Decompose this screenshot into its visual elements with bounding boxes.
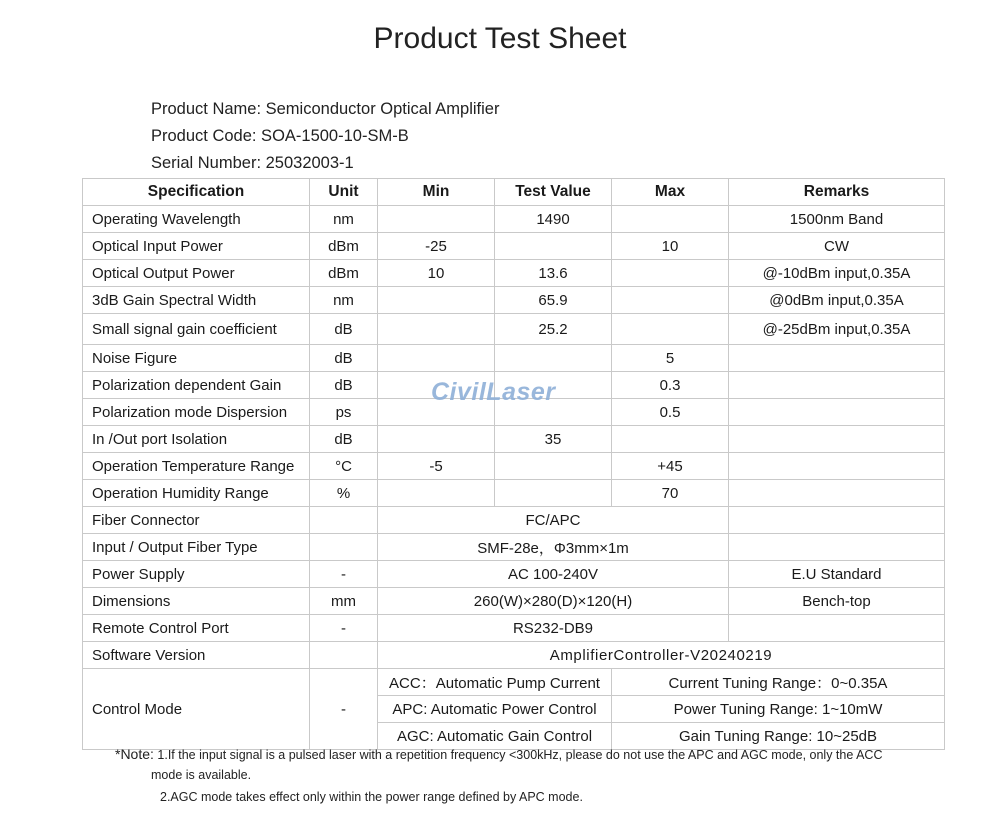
tuning-range-cell: Power Tuning Range: 1~10mW [612, 696, 945, 723]
test-value-cell: 35 [495, 426, 612, 453]
value-cell: RS232-DB9 [378, 615, 729, 642]
test-value-cell [495, 480, 612, 507]
control-mode-cell: AGC: Automatic Gain Control [378, 723, 612, 750]
header-specification: Specification [83, 179, 310, 206]
value-cell: AmplifierController-V20240219 [378, 642, 945, 669]
control-mode-cell: ACC：Automatic Pump Current [378, 669, 612, 696]
test-value-cell: 25.2 [495, 314, 612, 345]
test-sheet-table [82, 178, 945, 750]
value-cell: 260(W)×280(D)×120(H) [378, 588, 729, 615]
spec-cell: Control Mode [83, 669, 310, 750]
page-title: Product Test Sheet [373, 22, 627, 55]
unit-cell: - [310, 669, 378, 750]
test-value-cell: 13.6 [495, 260, 612, 287]
max-cell: 10 [612, 233, 729, 260]
spec-cell: 3dB Gain Spectral Width [83, 287, 310, 314]
remarks-cell: 1500nm Band [729, 206, 945, 233]
remarks-cell: Bench-top [729, 588, 945, 615]
max-cell [612, 287, 729, 314]
spec-cell: Fiber Connector [83, 507, 310, 534]
max-cell: +45 [612, 453, 729, 480]
unit-cell: - [310, 561, 378, 588]
spec-cell: Polarization dependent Gain [83, 372, 310, 399]
spec-cell: Input / Output Fiber Type [83, 534, 310, 561]
table-row [83, 453, 945, 480]
unit-cell [310, 507, 378, 534]
test-value-cell: 1490 [495, 206, 612, 233]
table-header-row [83, 179, 945, 206]
max-cell: 0.5 [612, 399, 729, 426]
remarks-cell: E.U Standard [729, 561, 945, 588]
header-remarks: Remarks [729, 179, 945, 206]
table-row [83, 260, 945, 287]
spec-cell: Operating Wavelength [83, 206, 310, 233]
product-code: Product Code: SOA-1500-10-SM-B [151, 127, 409, 145]
unit-cell: dBm [310, 260, 378, 287]
remarks-cell [729, 615, 945, 642]
spec-cell: Optical Input Power [83, 233, 310, 260]
table-row [83, 426, 945, 453]
max-cell [612, 260, 729, 287]
remarks-cell: @-10dBm input,0.35A [729, 260, 945, 287]
unit-cell: °C [310, 453, 378, 480]
spec-cell: Optical Output Power [83, 260, 310, 287]
table-row [83, 233, 945, 260]
product-name: Product Name: Semiconductor Optical Amplifier [151, 100, 500, 118]
unit-cell: dBm [310, 233, 378, 260]
table-row [83, 615, 945, 642]
watermark-logo: CivilLaser [431, 378, 556, 406]
note-line-1-continued: mode is available. [151, 768, 252, 782]
table-row [83, 480, 945, 507]
spec-cell: Power Supply [83, 561, 310, 588]
table-row [83, 345, 945, 372]
value-cell: SMF-28e，Φ3mm×1m [378, 534, 729, 561]
header-min: Min [378, 179, 495, 206]
header-unit: Unit [310, 179, 378, 206]
table-row [83, 588, 945, 615]
table-row [83, 206, 945, 233]
remarks-cell [729, 453, 945, 480]
unit-cell: nm [310, 206, 378, 233]
spec-cell: Remote Control Port [83, 615, 310, 642]
serial-number: Serial Number: 25032003-1 [151, 154, 354, 172]
unit-cell: dB [310, 372, 378, 399]
unit-cell: % [310, 480, 378, 507]
test-value-cell: 65.9 [495, 287, 612, 314]
test-value-cell [495, 233, 612, 260]
unit-cell: dB [310, 314, 378, 345]
max-cell [612, 314, 729, 345]
spec-cell: Small signal gain coefficient [83, 314, 310, 345]
table-row [83, 642, 945, 669]
max-cell: 0.3 [612, 372, 729, 399]
control-mode-cell: APC: Automatic Power Control [378, 696, 612, 723]
note-label: *Note: [115, 746, 154, 762]
test-value-cell [495, 453, 612, 480]
unit-cell: nm [310, 287, 378, 314]
table-row [83, 507, 945, 534]
max-cell: 70 [612, 480, 729, 507]
note-text-1: 1.If the input signal is a pulsed laser with a repetition frequency <300kHz, please do not use the APC and AGC mode, only the ACC [153, 748, 883, 762]
remarks-cell [729, 426, 945, 453]
min-cell: -5 [378, 453, 495, 480]
spec-cell: Polarization mode Dispersion [83, 399, 310, 426]
unit-cell [310, 642, 378, 669]
remarks-cell: @-25dBm input,0.35A [729, 314, 945, 345]
min-cell [378, 426, 495, 453]
test-value-cell [495, 345, 612, 372]
value-cell: AC 100-240V [378, 561, 729, 588]
max-cell [612, 206, 729, 233]
tuning-range-cell: Gain Tuning Range: 10~25dB [612, 723, 945, 750]
remarks-cell: @0dBm input,0.35A [729, 287, 945, 314]
spec-cell: Software Version [83, 642, 310, 669]
max-cell: 5 [612, 345, 729, 372]
unit-cell [310, 534, 378, 561]
table-row [83, 287, 945, 314]
spec-cell: Noise Figure [83, 345, 310, 372]
min-cell [378, 287, 495, 314]
table-row [83, 561, 945, 588]
remarks-cell: CW [729, 233, 945, 260]
unit-cell: ps [310, 399, 378, 426]
min-cell: 10 [378, 260, 495, 287]
unit-cell: - [310, 615, 378, 642]
tuning-range-cell: Current Tuning Range：0~0.35A [612, 669, 945, 696]
spec-cell: In /Out port Isolation [83, 426, 310, 453]
min-cell [378, 480, 495, 507]
remarks-cell [729, 507, 945, 534]
header-test-value: Test Value [495, 179, 612, 206]
header-max: Max [612, 179, 729, 206]
note-line-2: 2.AGC mode takes effect only within the power range defined by APC mode. [160, 790, 583, 804]
spec-cell: Dimensions [83, 588, 310, 615]
remarks-cell [729, 399, 945, 426]
remarks-cell [729, 345, 945, 372]
min-cell [378, 345, 495, 372]
unit-cell: dB [310, 345, 378, 372]
spec-cell: Operation Humidity Range [83, 480, 310, 507]
min-cell [378, 314, 495, 345]
table-row [83, 314, 945, 345]
control-mode-row [83, 669, 945, 696]
max-cell [612, 426, 729, 453]
unit-cell: dB [310, 426, 378, 453]
remarks-cell [729, 480, 945, 507]
min-cell: -25 [378, 233, 495, 260]
remarks-cell [729, 372, 945, 399]
value-cell: FC/APC [378, 507, 729, 534]
remarks-cell [729, 534, 945, 561]
spec-cell: Operation Temperature Range [83, 453, 310, 480]
table-row [83, 534, 945, 561]
unit-cell: mm [310, 588, 378, 615]
note-line-1 [115, 746, 882, 762]
min-cell [378, 206, 495, 233]
